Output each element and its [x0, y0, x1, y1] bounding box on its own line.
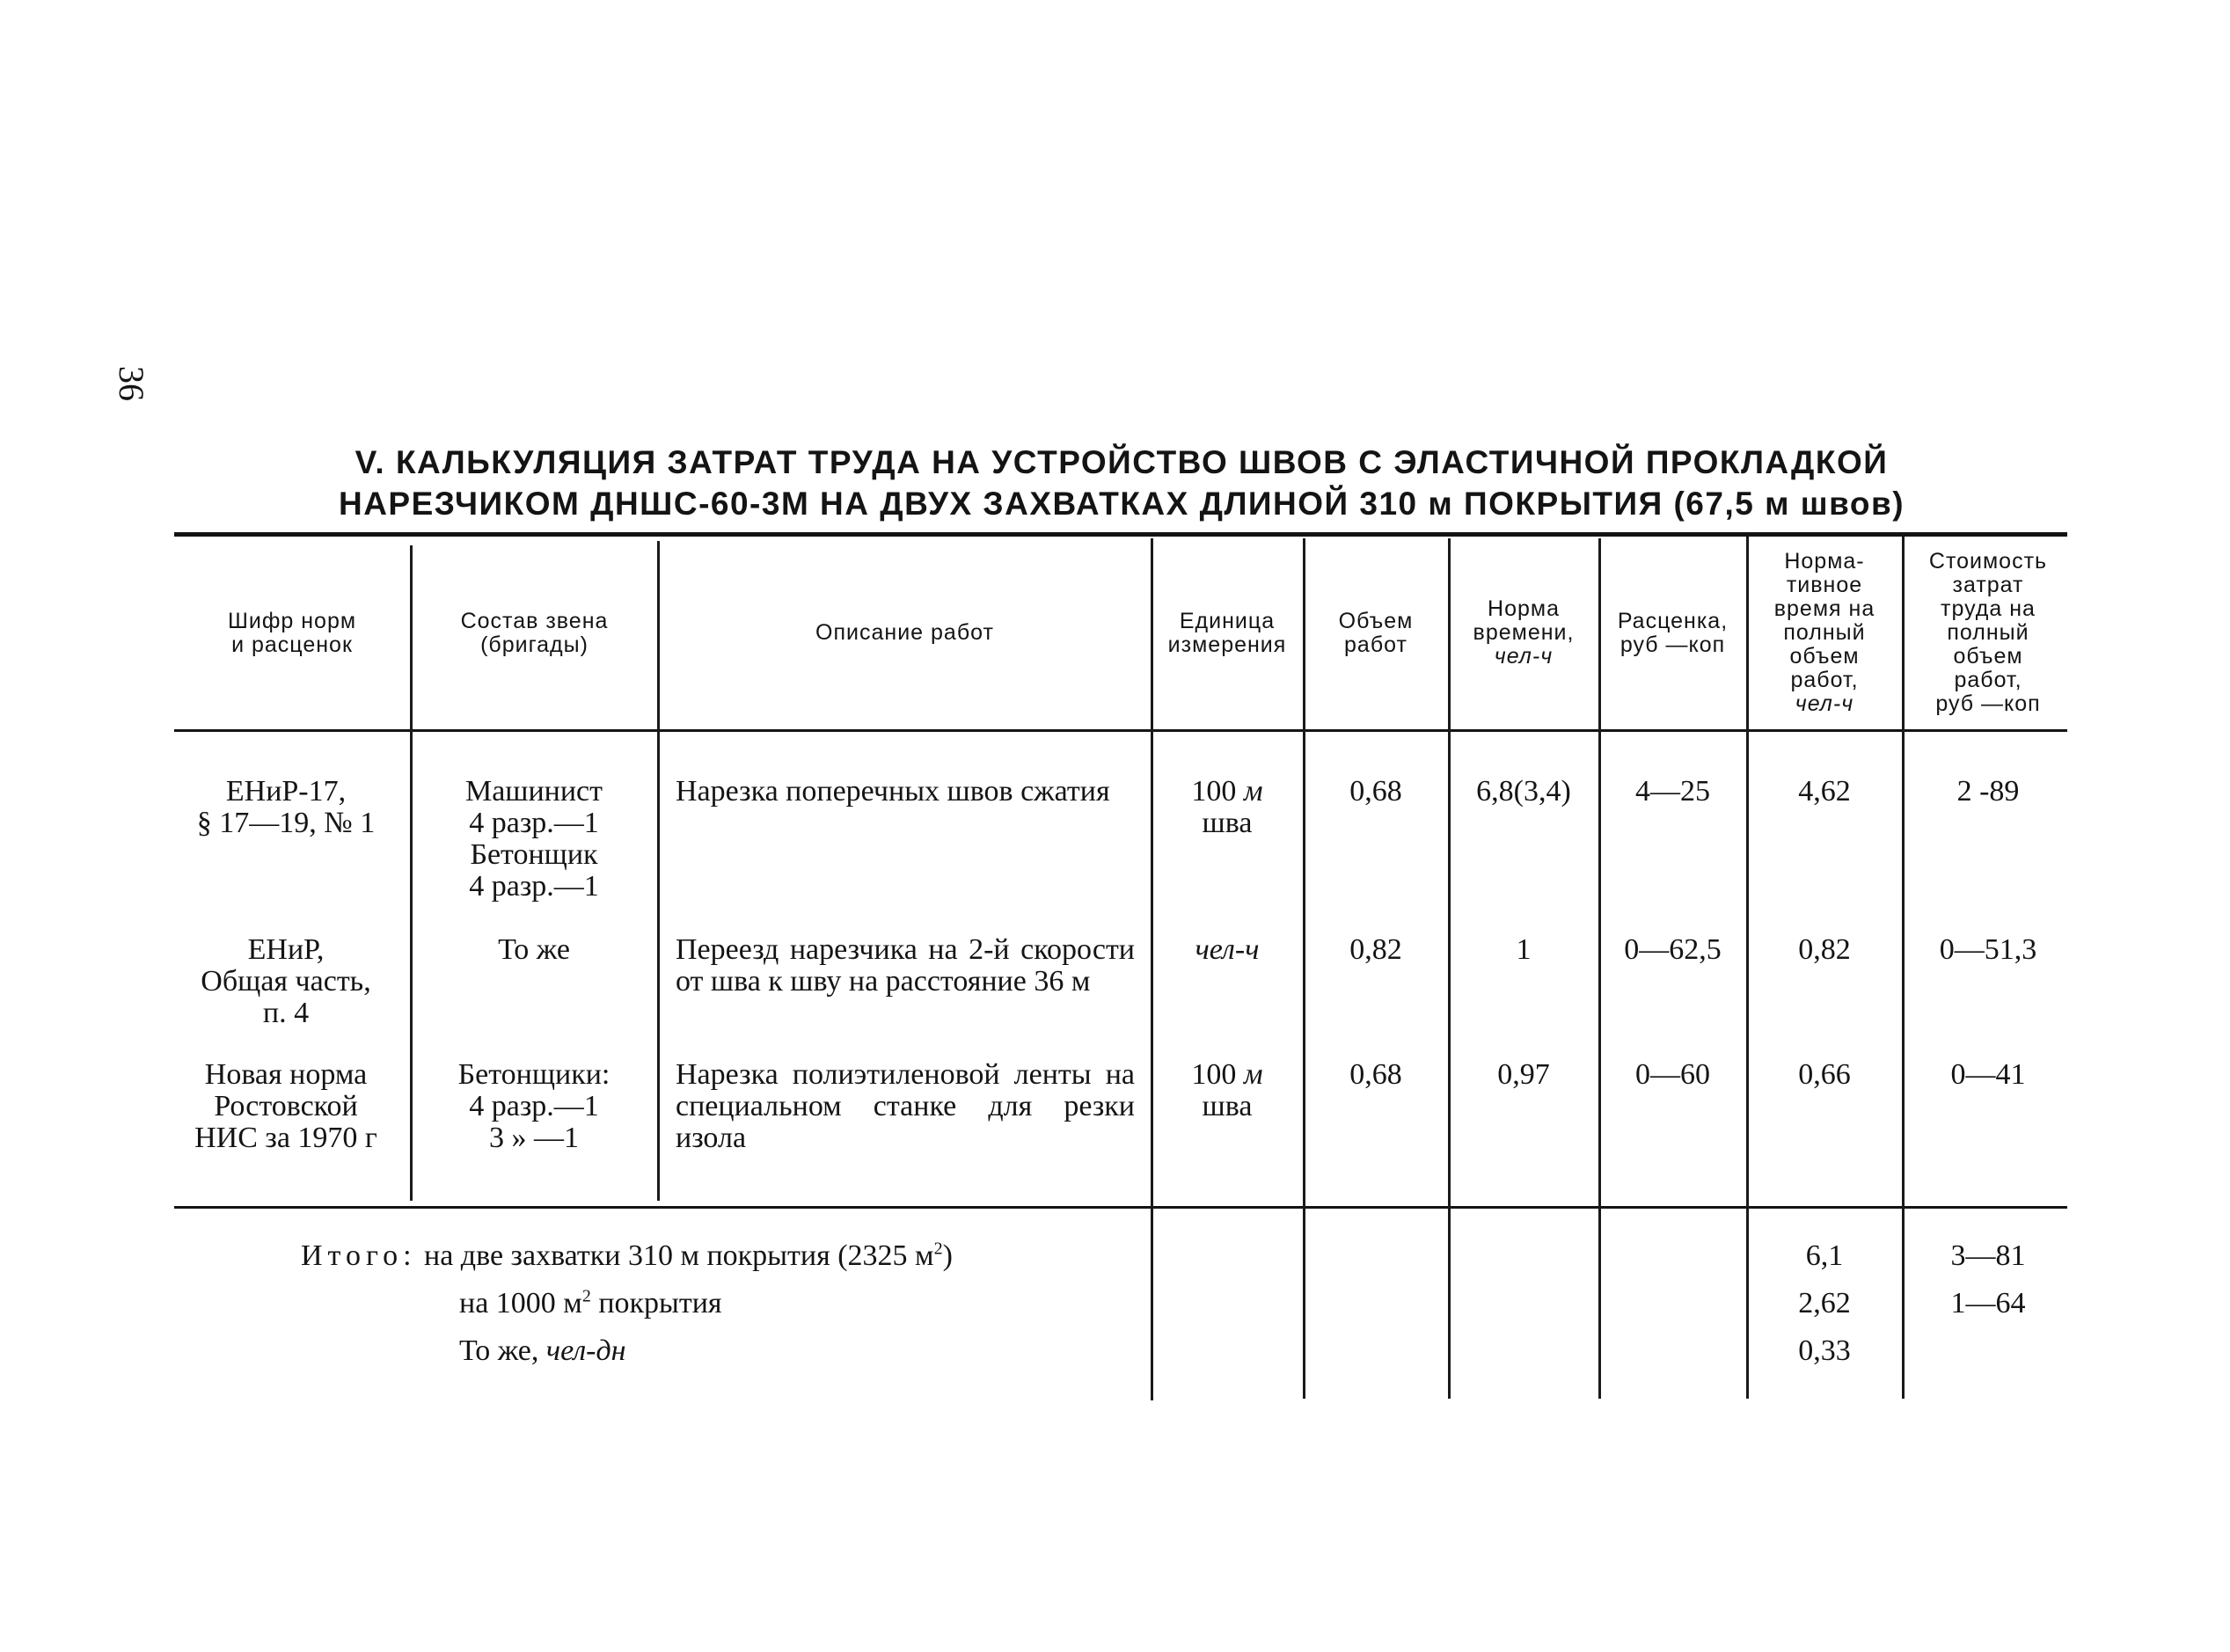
totals-line-1 — [301, 1240, 953, 1272]
row-description: Нарезка полиэтиленовой ленты на специальном станке для резки изола — [676, 1058, 1135, 1154]
totals-line-3-text: То же, — [459, 1334, 546, 1367]
row-total-time: 4,62 — [1798, 775, 1851, 808]
totals-line-2-tail: покрытия — [590, 1287, 722, 1319]
header-volume: Объем работ — [1338, 608, 1414, 657]
header-rate: Расценка, руб —коп — [1617, 608, 1729, 657]
totals-line-1-text: на две захватки 310 м покрытия (2325 м — [424, 1239, 934, 1272]
table-title-line-2: НАРЕЗЧИКОМ ДНШС-60-3М НА ДВУХ ЗАХВАТКАХ ДЛИНОЙ 310 м ПОКРЫТИЯ (67,5 м швов) — [338, 486, 1905, 522]
header-norm-time-unit: чел-ч — [1494, 644, 1554, 669]
header-norm-time-label: Норма времени, — [1473, 596, 1575, 645]
totals-line-3-time: 0,33 — [1798, 1334, 1851, 1367]
row-volume: 0,68 — [1349, 775, 1402, 808]
header-unit: Единица измерения — [1167, 608, 1287, 657]
totals-line-1-time: 6,1 — [1805, 1239, 1844, 1272]
column-divider — [657, 541, 660, 1201]
header-normative-time-unit: чел-ч — [1795, 691, 1854, 716]
totals-line-3 — [459, 1335, 626, 1367]
table-top-rule — [174, 532, 2067, 537]
totals-line-2-text: на 1000 м — [459, 1287, 582, 1319]
row-volume: 0,68 — [1349, 1058, 1402, 1091]
header-description: Описание работ — [815, 620, 994, 645]
row-code: ЕНиР-17, § 17—19, № 1 — [196, 775, 376, 839]
header-normative-time-label: Норма- тивное время на полный объем работ, — [1773, 549, 1875, 692]
header-total-cost: Стоимость затрат труда на полный объем работ, руб —коп — [1928, 549, 2048, 716]
totals-line-2 — [459, 1288, 722, 1319]
table-title-line-1: V. КАЛЬКУЛЯЦИЯ ЗАТРАТ ТРУДА НА УСТРОЙСТВО ШВОВ С ЭЛАСТИЧНОЙ ПРОКЛАДКОЙ — [355, 444, 1889, 480]
row-rate: 0—62,5 — [1624, 933, 1722, 966]
header-crew: Состав звена (бригады) — [460, 608, 609, 657]
page-number: 36 — [112, 366, 152, 401]
header-code: Шифр норм и расценок — [227, 608, 357, 657]
totals-line-1-close: ) — [942, 1239, 953, 1272]
row-total-time: 0,66 — [1798, 1058, 1851, 1091]
row-code: ЕНиР, Общая часть, п. 4 — [201, 933, 371, 1029]
row-total-cost: 2 -89 — [1956, 775, 2020, 808]
row-total-cost: 0—41 — [1950, 1058, 2026, 1091]
header-norm-time — [1451, 538, 1597, 727]
row-unit: чел-ч — [1195, 933, 1260, 966]
row-unit: 100 м шва — [1191, 1058, 1263, 1122]
header-bottom-rule — [174, 729, 2067, 732]
row-volume: 0,82 — [1349, 933, 1402, 966]
row-total-cost: 0—51,3 — [1939, 933, 2037, 966]
body-bottom-rule — [174, 1206, 2067, 1209]
totals-line-2-sup: 2 — [581, 1286, 591, 1306]
row-crew: То же — [498, 933, 570, 966]
row-description: Нарезка поперечных швов сжатия — [676, 775, 1110, 808]
totals-line-1-cost: 3—81 — [1950, 1239, 2026, 1272]
column-divider — [410, 545, 413, 1201]
totals-label: Итого: — [301, 1239, 417, 1272]
row-total-time: 0,82 — [1798, 933, 1851, 966]
header-normative-time — [1749, 538, 1900, 727]
row-norm: 0,97 — [1497, 1058, 1550, 1091]
row-norm: 6,8(3,4) — [1476, 775, 1571, 808]
totals-line-2-time: 2,62 — [1798, 1287, 1851, 1319]
row-norm: 1 — [1516, 933, 1532, 966]
row-description: Переезд нарезчика на 2-й скорости от шва к шву на расстояние 36 м — [676, 933, 1135, 998]
totals-line-2-cost: 1—64 — [1950, 1287, 2026, 1319]
row-rate: 0—60 — [1635, 1058, 1710, 1091]
row-rate: 4—25 — [1635, 775, 1710, 808]
row-crew: Машинист 4 разр.—1 Бетонщик 4 разр.—1 — [464, 775, 603, 903]
totals-line-3-unit: чел-дн — [545, 1334, 626, 1367]
row-unit: 100 м шва — [1191, 775, 1263, 839]
row-code: Новая норма Ростовской НИС за 1970 г — [194, 1058, 377, 1154]
totals-line-1-sup: 2 — [933, 1239, 943, 1259]
row-crew: Бетонщики: 4 разр.—1 3 » —1 — [457, 1058, 611, 1154]
